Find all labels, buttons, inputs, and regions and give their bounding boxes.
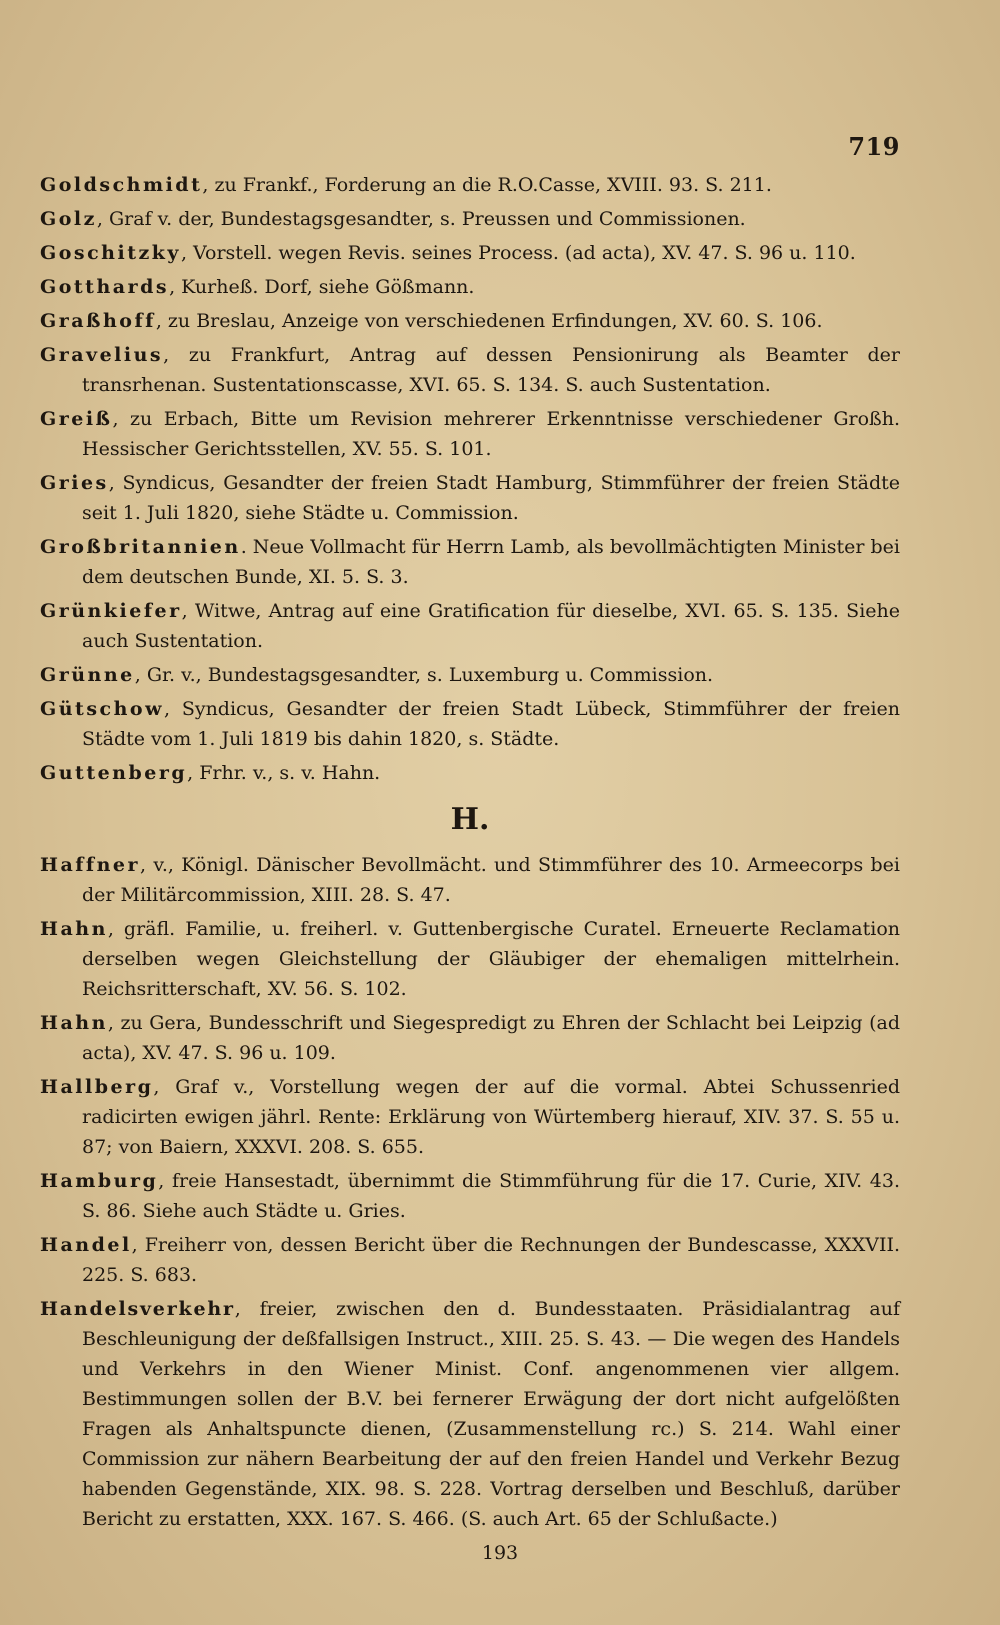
entry-text: , Vorstell. wegen Revis. seines Process. (ad acta), XV. 47. S. 96 u. 110. <box>180 242 856 264</box>
entry-keyword: Hamburg <box>40 1170 159 1192</box>
entry-text: , Witwe, Antrag auf eine Gratification für dieselbe, XVI. 65. S. 135. Siehe auch Sustentation. <box>82 600 900 652</box>
index-entry <box>40 596 900 656</box>
index-entry <box>40 1008 900 1068</box>
index-entry <box>40 660 900 690</box>
entry-keyword: Gries <box>40 472 109 494</box>
entry-keyword: Gütschow <box>40 698 164 720</box>
entry-text: , zu Frankfurt, Antrag auf dessen Pensionirung als Beamter der transrhenan. Sustentationscasse, XVI. 65. S. 134. S. auch Sustentation. <box>82 344 900 396</box>
entry-keyword: Großbritannien <box>40 536 241 558</box>
entry-text: , Frhr. v., s. v. Hahn. <box>187 762 381 784</box>
entry-text: , Graf v., Vorstellung wegen der auf die vormal. Abtei Schussenried radicirten ewigen jährl. Rente: Erklärung von Würtemberg hierauf, XIV. 37. S. 55 u. 87; von Baiern, XXXVI. 208. S. 655. <box>82 1076 900 1158</box>
index-entry <box>40 1166 900 1226</box>
entry-text: , zu Erbach, Bitte um Revision mehrerer Erkenntnisse verschiedener Großh. Hessischer Gerichtsstellen, XV. 55. S. 101. <box>82 408 900 460</box>
entry-text: , zu Breslau, Anzeige von verschiedenen Erfindungen, XV. 60. S. 106. <box>155 310 823 332</box>
entry-keyword: Greiß <box>40 408 113 430</box>
index-entry <box>40 1294 900 1534</box>
entry-keyword: Hahn <box>40 918 108 940</box>
entry-keyword: Haffner <box>40 854 141 876</box>
index-entry <box>40 1072 900 1162</box>
entry-keyword: Graßhoff <box>40 310 156 332</box>
index-entry <box>40 340 900 400</box>
entry-text: , v., Königl. Dänischer Bevollmächt. und Stimmführer des 10. Armeecorps bei der Militärcommission, XIII. 28. S. 47. <box>82 854 900 906</box>
index-entries <box>40 170 900 1538</box>
entry-text: , gräfl. Familie, u. freiherl. v. Guttenbergische Curatel. Erneuerte Reclamation derselben wegen Gleichstellung der Gläubiger der ehemaligen mittelrhein. Reichsritterschaft, XV. 56. S. 102. <box>82 918 900 1000</box>
index-entry <box>40 170 900 200</box>
index-entry <box>40 914 900 1004</box>
section-letter-heading: H. <box>450 802 490 837</box>
entry-keyword: Gotthards <box>40 276 170 298</box>
page-number: 193 <box>481 1542 519 1564</box>
entry-text: , Syndicus, Gesandter der freien Stadt Hamburg, Stimmführer der freien Städte seit 1. Juli 1820, siehe Städte u. Commission. <box>82 472 900 524</box>
index-entry <box>40 272 900 302</box>
entry-text: , Gr. v., Bundestagsgesandter, s. Luxemburg u. Commission. <box>134 664 714 686</box>
entry-text: , zu Gera, Bundesschrift und Siegespredigt zu Ehren der Schlacht bei Leipzig (ad acta), XV. 47. S. 96 u. 109. <box>82 1012 900 1064</box>
folio-number: 719 <box>848 132 900 161</box>
entry-text: , Freiherr von, dessen Bericht über die Rechnungen der Bundescasse, XXXVII. 225. S. 683. <box>82 1234 900 1286</box>
entry-keyword: Goschitzky <box>40 242 181 264</box>
entry-text: . Neue Vollmacht für Herrn Lamb, als bevollmächtigten Minister bei dem deutschen Bunde, XI. 5. S. 3. <box>82 536 900 588</box>
entry-keyword: Handel <box>40 1234 132 1256</box>
index-entry <box>40 238 900 268</box>
index-entry <box>40 404 900 464</box>
index-entry <box>40 532 900 592</box>
index-entry <box>40 850 900 910</box>
entry-text: , Kurheß. Dorf, siehe Gößmann. <box>169 276 475 298</box>
entry-keyword: Hallberg <box>40 1076 154 1098</box>
index-entry <box>40 694 900 754</box>
entry-keyword: Guttenberg <box>40 762 188 784</box>
index-entry <box>40 306 900 336</box>
entry-keyword: Hahn <box>40 1012 108 1034</box>
entry-keyword: Goldschmidt <box>40 174 203 196</box>
entry-keyword: Handelsverkehr <box>40 1298 235 1320</box>
index-entry <box>40 204 900 234</box>
entry-text: , freier, zwischen den d. Bundesstaaten. Präsidialantrag auf Beschleunigung der deßfallsigen Instruct., XIII. 25. S. 43. — Die wegen des Handels und Verkehrs in den Wiener Minist. Conf. angenommenen vier allgem. Bestimmungen sollen der B.V. bei fernerer Erwägung der dort nicht aufgelößten Fragen als Anhaltspuncte dienen, (Zusammenstellung rc.) S. 214. Wahl einer Commission zur nähern Bearbeitung der auf den freien Handel und Verkehr Bezug habenden Gegenstände, XIX. 98. S. 228. Vortrag derselben und Beschluß, darüber Bericht zu erstatten, XXX. 167. S. 466. (S. auch Art. 65 der Schlußacte.) <box>82 1298 900 1530</box>
entry-text: , Graf v. der, Bundestagsgesandter, s. Preussen und Commissionen. <box>96 208 746 230</box>
entry-keyword: Gravelius <box>40 344 164 366</box>
entry-text: , freie Hansestadt, übernimmt die Stimmführung für die 17. Curie, XIV. 43. S. 86. Siehe auch Städte u. Gries. <box>82 1170 900 1222</box>
entry-keyword: Golz <box>40 208 97 230</box>
index-entry <box>40 758 900 788</box>
index-entry <box>40 468 900 528</box>
entry-keyword: Grünkiefer <box>40 600 182 622</box>
entry-keyword: Grünne <box>40 664 135 686</box>
entry-text: , Syndicus, Gesandter der freien Stadt Lübeck, Stimmführer der freien Städte vom 1. Juli 1819 bis dahin 1820, s. Städte. <box>82 698 900 750</box>
entry-text: , zu Frankf., Forderung an die R.O.Casse, XVIII. 93. S. 211. <box>202 174 772 196</box>
index-entry <box>40 1230 900 1290</box>
